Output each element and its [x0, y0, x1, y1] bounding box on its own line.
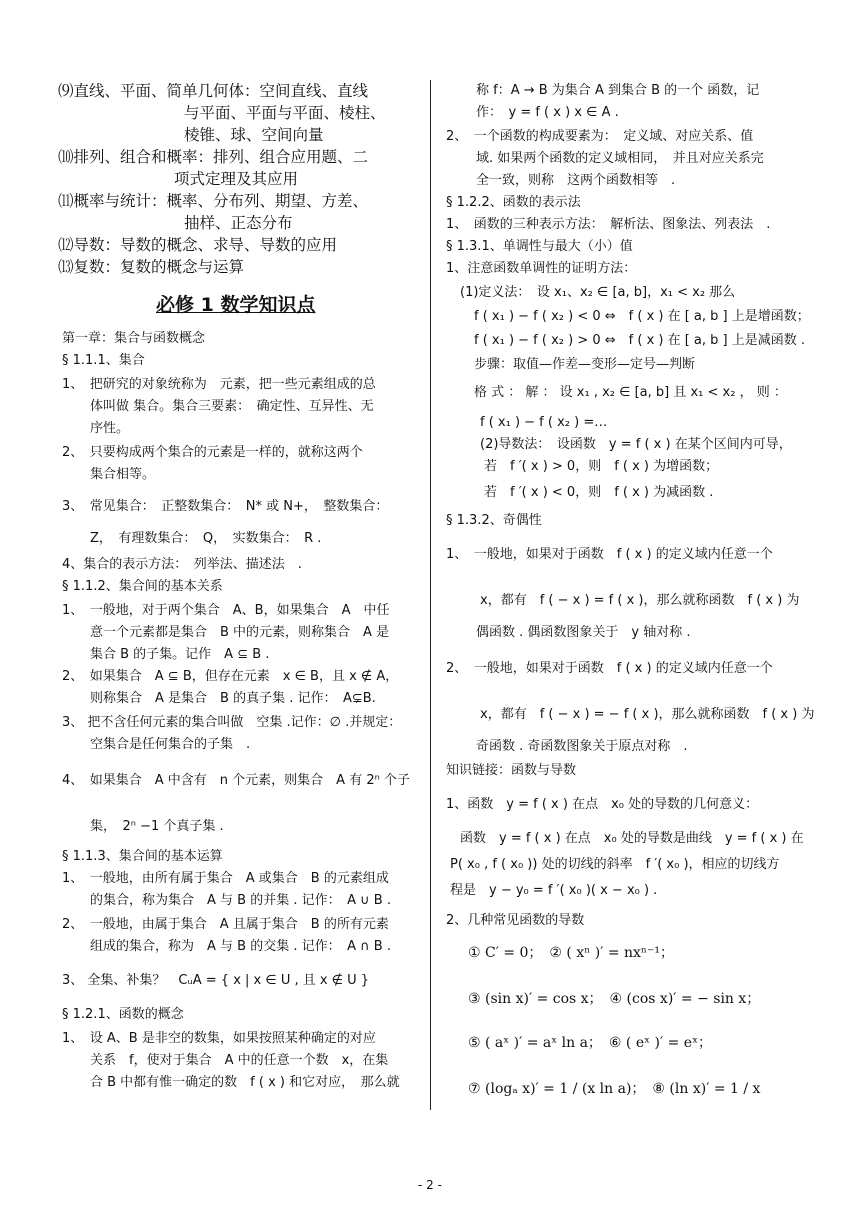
text-line: 格 式 ： 解 ： 设 x₁ , x₂ ∈ [a, b] 且 x₁ < x₂ ， 则 ： [474, 385, 787, 400]
text-line: 3、 全集、补集？ CᵤA = { x | x ∈ U , 且 x ∉ U } [62, 973, 370, 988]
text-line: 程是 y − y₀ = f ′( x₀ )( x − x₀ ) . [450, 883, 658, 898]
text-line: 的集合，称为集合 A 与 B 的并集 . 记作： A ∪ B . [90, 893, 391, 908]
text-line: P( x₀ , f ( x₀ )) 处的切线的斜率 f ′( x₀ )，相应的切线方 [450, 857, 780, 872]
text-line: 2、 一般地，如果对于函数 f ( x ) 的定义域内任意一个 [446, 661, 773, 676]
text-line: ⒀复数：复数的概念与运算 [58, 258, 245, 276]
page-number: - 2 - [418, 1178, 442, 1192]
text-line: 与平面、平面与平面、棱柱、 [184, 104, 386, 122]
text-line: 1、 设 A、B 是非空的数集，如果按照某种确定的对应 [62, 1031, 376, 1046]
text-line: 3、 把不含任何元素的集合叫做 空集 .记作：∅ .并规定： [62, 715, 402, 730]
text-line: (1)定义法： 设 x₁、x₂ ∈ [a, b]，x₁ < x₂ 那么 [460, 285, 736, 300]
section-heading: 知识链接：函数与导数 [446, 763, 577, 778]
formula-line: ⑤ ( aˣ )′ = aˣ ln a； ⑥ ( eˣ )′ = eˣ； [468, 1035, 713, 1051]
text-line: 集合 B 的子集。记作 A ⊆ B . [90, 647, 270, 662]
text-line: 组成的集合，称为 A 与 B 的交集 . 记作： A ∩ B . [90, 939, 391, 954]
section-heading: § 1.1.2、集合间的基本关系 [62, 579, 223, 594]
text-line: 称 f：A → B 为集合 A 到集合 B 的一个 函数，记 [476, 83, 760, 98]
section-heading: § 1.2.1、函数的概念 [62, 1007, 184, 1022]
text-line: ⑼直线、平面、简单几何体：空间直线、直线 [58, 82, 369, 100]
text-line: ⑽排列、组合和概率：排列、组合应用题、二 [58, 148, 369, 166]
text-line: 2、 一个函数的构成要素为： 定义域、对应关系、值 [446, 129, 754, 144]
text-line: 集合相等。 [90, 467, 156, 482]
text-line: f ( x₁ ) − f ( x₂ ) =… [480, 415, 608, 430]
text-line: 步骤：取值—作差—变形—定号—判断 [474, 357, 696, 372]
text-line: 1、 一般地，由所有属于集合 A 或集合 B 的元素组成 [62, 871, 389, 886]
text-line: 2、 如果集合 A ⊆ B，但存在元素 x ∈ B，且 x ∉ A， [62, 669, 399, 684]
text-line: 作： y = f ( x ) x ∈ A . [476, 105, 619, 120]
text-line: 合 B 中都有惟一确定的数 f ( x ) 和它对应， 那么就 [90, 1075, 400, 1090]
text-line: ⑾概率与统计：概率、分布列、期望、方差、 [58, 192, 369, 210]
text-line: 棱锥、球、空间向量 [184, 126, 324, 144]
text-line: 2、 一般地，由属于集合 A 且属于集合 B 的所有元素 [62, 917, 389, 932]
text-line: 1、 一般地，对于两个集合 A、B，如果集合 A 中任 [62, 603, 390, 618]
text-line: 2、 只要构成两个集合的元素是一样的，就称这两个 [62, 445, 363, 460]
text-line: Z， 有理数集合： Q， 实数集合： R . [90, 531, 322, 546]
section-heading: § 1.3.2、奇偶性 [446, 513, 542, 528]
section-heading: § 1.3.1、单调性与最大（小）值 [446, 239, 633, 254]
chapter-heading: 第一章：集合与函数概念 [62, 331, 206, 346]
text-line: (2)导数法： 设函数 y = f ( x ) 在某个区间内可导， [480, 437, 792, 452]
text-line: 意一个元素都是集合 B 中的元素，则称集合 A 是 [90, 625, 390, 640]
text-line: f ( x₁ ) − f ( x₂ ) < 0 ⇔ f ( x ) 在 [ a, b ] 上是增函数； [474, 309, 810, 324]
text-line: 序性。 [90, 421, 130, 436]
text-line: 项式定理及其应用 [174, 170, 299, 188]
text-line: x，都有 f ( − x ) = − f ( x )，那么就称函数 f ( x ) 为 [480, 707, 815, 722]
text-line: 全一致，则称 这两个函数相等 . [476, 173, 676, 188]
section-heading: 2、几种常见函数的导数 [446, 913, 585, 928]
text-line: 1、 一般地，如果对于函数 f ( x ) 的定义域内任意一个 [446, 547, 773, 562]
column-divider [430, 80, 431, 1110]
text-line: 体叫做 集合。集合三要素： 确定性、互异性、无 [90, 399, 374, 414]
text-line: 奇函数 . 奇函数图象关于原点对称 . [476, 739, 688, 754]
text-line: 1、 把研究的对象统称为 元素，把一些元素组成的总 [62, 377, 376, 392]
section-title: 必修 1 数学知识点 [156, 294, 316, 316]
formula-line: ① C′ = 0； ② ( xⁿ )′ = nxⁿ⁻¹； [468, 945, 674, 961]
text-line: ⑿导数：导数的概念、求导、导数的应用 [58, 236, 338, 254]
text-line: 4、 如果集合 A 中含有 n 个元素，则集合 A 有 2ⁿ 个子 [62, 773, 410, 788]
formula-line: ⑦ (logₐ x)′ = 1 / (x ln a)； ⑧ (ln x)′ = 1 / x [468, 1081, 761, 1097]
text-line: 关系 f，使对于集合 A 中的任意一个数 x，在集 [90, 1053, 389, 1068]
text-line: 1、 函数的三种表示方法： 解析法、图象法、列表法 . [446, 217, 771, 232]
text-line: 1、注意函数单调性的证明方法： [446, 261, 637, 276]
text-line: 则称集合 A 是集合 B 的真子集 . 记作： A⊊B. [90, 691, 376, 706]
text-line: 空集合是任何集合的子集 . [90, 737, 251, 752]
section-heading: § 1.1.1、集合 [62, 353, 145, 368]
text-line: 4、集合的表示方法： 列举法、描述法 . [62, 557, 302, 572]
text-line: 集， 2ⁿ −1 个真子集 . [90, 819, 224, 834]
text-line: 抽样、正态分布 [184, 214, 293, 232]
text-line: 函数 y = f ( x ) 在点 x₀ 处的导数是曲线 y = f ( x ) 在 [460, 831, 804, 846]
text-line: 若 f ′( x ) > 0，则 f ( x ) 为增函数； [484, 459, 719, 474]
text-line: 3、 常见集合： 正整数集合： N* 或 N+， 整数集合： [62, 499, 389, 514]
text-line: 域. 如果两个函数的定义域相同， 并且对应关系完 [476, 151, 764, 166]
text-line: 1、函数 y = f ( x ) 在点 x₀ 处的导数的几何意义： [446, 797, 759, 812]
text-line: f ( x₁ ) − f ( x₂ ) > 0 ⇔ f ( x ) 在 [ a, b ] 上是减函数 . [474, 333, 806, 348]
text-line: 若 f ′( x ) < 0，则 f ( x ) 为减函数 . [484, 485, 714, 500]
text-line: 偶函数 . 偶函数图象关于 y 轴对称 . [476, 625, 691, 640]
formula-line: ③ (sin x)′ = cos x； ④ (cos x)′ = − sin x； [468, 991, 761, 1007]
text-line: x，都有 f ( − x ) = f ( x )，那么就称函数 f ( x ) 为 [480, 593, 800, 608]
section-heading: § 1.2.2、函数的表示法 [446, 195, 581, 210]
section-heading: § 1.1.3、集合间的基本运算 [62, 849, 223, 864]
